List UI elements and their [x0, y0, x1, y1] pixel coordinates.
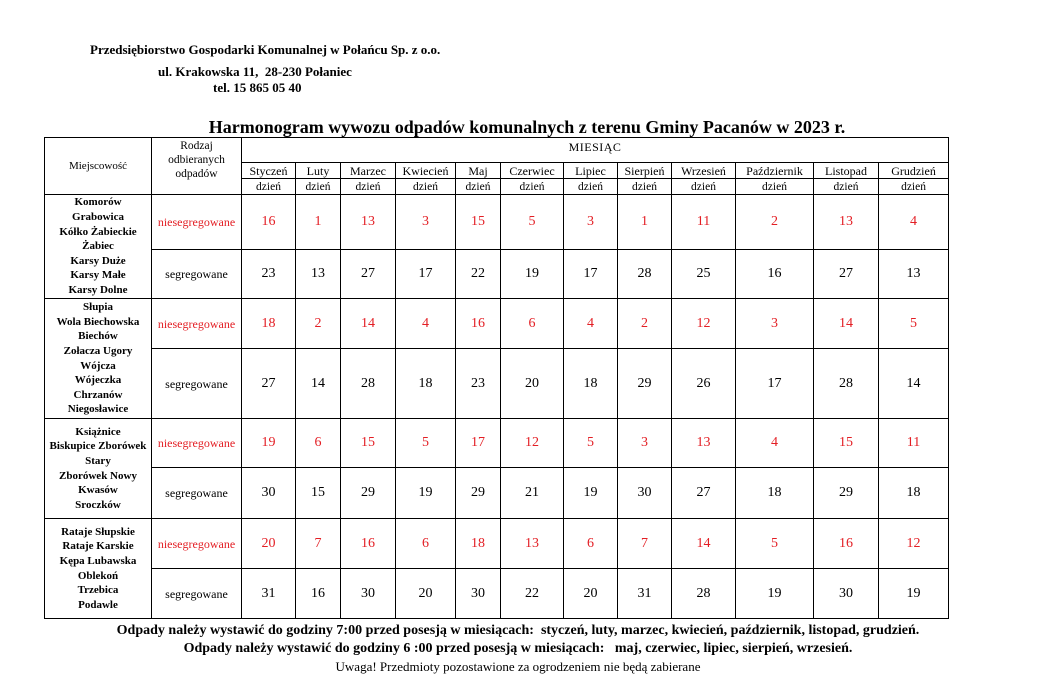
collection-day: 29	[814, 468, 879, 519]
month-header: Styczeń	[242, 163, 296, 179]
collection-day: 28	[341, 349, 396, 419]
collection-day: 2	[736, 195, 814, 250]
place-name: Komorów	[74, 196, 122, 209]
waste-type-header-label: Rodzaj odbieranych odpadów	[168, 140, 225, 180]
collection-day: 18	[879, 468, 949, 519]
collection-day: 6	[564, 519, 618, 569]
collection-day: 31	[618, 569, 672, 619]
collection-day: 16	[242, 195, 296, 250]
collection-day: 20	[501, 349, 564, 419]
footer-note: Uwaga! Przedmioty pozostawione za ogrodzeniem nie będą zabierane	[335, 659, 701, 674]
collection-day: 19	[736, 569, 814, 619]
collection-day: 3	[736, 299, 814, 349]
company-phone: tel. 15 865 05 40	[213, 80, 302, 95]
collection-day: 29	[618, 349, 672, 419]
collection-day: 5	[501, 195, 564, 250]
waste-type-cell: niesegregowane	[152, 519, 242, 569]
day-column-label: dzień	[296, 179, 341, 195]
collection-day: 21	[501, 468, 564, 519]
collection-day: 14	[879, 349, 949, 419]
collection-day: 3	[564, 195, 618, 250]
schedule-row	[45, 468, 949, 519]
collection-day: 12	[501, 419, 564, 468]
waste-type-cell: segregowane	[152, 569, 242, 619]
collection-day: 18	[456, 519, 501, 569]
collection-day: 6	[296, 419, 341, 468]
place-name: Karsy Małe	[70, 269, 126, 282]
collection-day: 28	[814, 349, 879, 419]
collection-day: 6	[396, 519, 456, 569]
places-cell	[45, 299, 152, 419]
collection-day: 11	[879, 419, 949, 468]
schedule-row	[45, 569, 949, 619]
waste-type-cell: niesegregowane	[152, 195, 242, 250]
collection-day: 15	[296, 468, 341, 519]
schedule-row	[45, 349, 949, 419]
table-body	[45, 195, 949, 619]
collection-day: 30	[341, 569, 396, 619]
place-name: Stary	[85, 454, 111, 467]
collection-day: 18	[564, 349, 618, 419]
day-column-label: dzień	[564, 179, 618, 195]
day-column-label: dzień	[672, 179, 736, 195]
collection-day: 20	[242, 519, 296, 569]
collection-day: 30	[814, 569, 879, 619]
day-column-label: dzień	[456, 179, 501, 195]
place-name: Oblekoń	[77, 569, 119, 582]
place-name: Książnice	[75, 425, 121, 438]
waste-type-cell: niesegregowane	[152, 419, 242, 468]
table-header	[45, 138, 949, 195]
collection-day: 2	[618, 299, 672, 349]
collection-day: 20	[396, 569, 456, 619]
collection-day: 7	[618, 519, 672, 569]
place-name: Niegosławice	[67, 403, 129, 416]
collection-day: 3	[396, 195, 456, 250]
waste-type-cell: segregowane	[152, 468, 242, 519]
place-name: Chrzanów	[73, 388, 123, 401]
collection-day: 13	[814, 195, 879, 250]
collection-day: 5	[396, 419, 456, 468]
collection-day: 29	[341, 468, 396, 519]
collection-day: 14	[672, 519, 736, 569]
day-column-label: dzień	[618, 179, 672, 195]
schedule-row	[45, 299, 949, 349]
place-name: Biskupice Zborówek	[49, 440, 147, 453]
collection-day: 2	[296, 299, 341, 349]
collection-day: 16	[296, 569, 341, 619]
collection-day: 19	[501, 250, 564, 299]
collection-day: 16	[736, 250, 814, 299]
collection-day: 7	[296, 519, 341, 569]
collection-day: 14	[296, 349, 341, 419]
collection-day: 22	[456, 250, 501, 299]
month-header: Listopad	[814, 163, 879, 179]
collection-day: 13	[501, 519, 564, 569]
day-column-label: dzień	[501, 179, 564, 195]
place-name: Sroczków	[75, 498, 121, 511]
collection-day: 18	[736, 468, 814, 519]
footer-time-6: Odpady należy wystawić do godziny 6 :00 przed posesją w miesiącach: maj, czerwiec, lipiec, sierpień, wrzesień.	[183, 641, 853, 656]
collection-day: 14	[814, 299, 879, 349]
collection-day: 5	[736, 519, 814, 569]
month-header: Sierpień	[618, 163, 672, 179]
footer-time-7: Odpady należy wystawić do godziny 7:00 przed posesją w miesiącach: styczeń, luty, marzec, kwiecień, październik, listopad, grudzień.	[116, 623, 920, 638]
place-name: Podawle	[78, 598, 118, 611]
places-cell	[45, 195, 152, 299]
company-address: ul. Krakowska 11, 28-230 Połaniec	[158, 64, 352, 79]
collection-day: 19	[242, 419, 296, 468]
collection-day: 30	[242, 468, 296, 519]
collection-day: 13	[296, 250, 341, 299]
collection-day: 23	[242, 250, 296, 299]
collection-day: 23	[456, 349, 501, 419]
month-header: Czerwiec	[501, 163, 564, 179]
place-name: Trzebica	[77, 584, 119, 597]
day-column-label: dzień	[736, 179, 814, 195]
collection-day: 11	[672, 195, 736, 250]
month-header: Wrzesień	[672, 163, 736, 179]
place-name: Kółko Żabieckie	[59, 225, 137, 238]
place-name: Wola Biechowska	[56, 315, 140, 328]
collection-day: 28	[618, 250, 672, 299]
collection-day: 4	[736, 419, 814, 468]
month-header: Lipiec	[564, 163, 618, 179]
collection-day: 28	[672, 569, 736, 619]
place-name: Słupia	[83, 301, 113, 314]
collection-day: 4	[564, 299, 618, 349]
schedule-row	[45, 519, 949, 569]
collection-day: 5	[879, 299, 949, 349]
place-name: Biechów	[78, 330, 118, 343]
schedule-row	[45, 195, 949, 250]
collection-day: 25	[672, 250, 736, 299]
day-column-label: dzień	[242, 179, 296, 195]
collection-day: 18	[396, 349, 456, 419]
place-name: Kępa Lubawska	[59, 554, 137, 567]
waste-type-cell: niesegregowane	[152, 299, 242, 349]
collection-day: 27	[341, 250, 396, 299]
place-column-header: Miejscowość	[45, 138, 152, 195]
month-header: Grudzień	[879, 163, 949, 179]
collection-day: 13	[341, 195, 396, 250]
collection-day: 19	[879, 569, 949, 619]
collection-day: 17	[456, 419, 501, 468]
collection-day: 27	[242, 349, 296, 419]
collection-day: 19	[564, 468, 618, 519]
collection-day: 27	[672, 468, 736, 519]
collection-schedule-table	[44, 137, 949, 619]
place-name: Kwasów	[78, 484, 118, 497]
collection-day: 18	[242, 299, 296, 349]
collection-day: 19	[396, 468, 456, 519]
month-header: Maj	[456, 163, 501, 179]
collection-day: 31	[242, 569, 296, 619]
collection-day: 17	[564, 250, 618, 299]
month-header: Marzec	[341, 163, 396, 179]
collection-day: 22	[501, 569, 564, 619]
collection-day: 27	[814, 250, 879, 299]
collection-day: 20	[564, 569, 618, 619]
waste-type-cell: segregowane	[152, 349, 242, 419]
month-group-header: MIESIĄC	[242, 138, 949, 163]
places-cell	[45, 419, 152, 519]
collection-day: 30	[456, 569, 501, 619]
collection-day: 5	[564, 419, 618, 468]
place-name: Karsy Dolne	[68, 283, 128, 296]
month-header: Luty	[296, 163, 341, 179]
waste-type-cell: segregowane	[152, 250, 242, 299]
day-column-label: dzień	[814, 179, 879, 195]
place-name: Rataje Słupskie	[61, 525, 135, 538]
collection-day: 4	[396, 299, 456, 349]
schedule-row	[45, 419, 949, 468]
collection-day: 6	[501, 299, 564, 349]
collection-day: 15	[341, 419, 396, 468]
collection-day: 30	[618, 468, 672, 519]
month-header: Kwiecień	[396, 163, 456, 179]
collection-day: 16	[341, 519, 396, 569]
collection-day: 15	[814, 419, 879, 468]
month-header: Październik	[736, 163, 814, 179]
collection-day: 17	[396, 250, 456, 299]
header-row	[45, 138, 949, 163]
schedule-row	[45, 250, 949, 299]
collection-day: 12	[672, 299, 736, 349]
place-name: Wójcza	[80, 359, 116, 372]
place-name: Zołacza Ugory	[63, 344, 133, 357]
collection-day: 13	[879, 250, 949, 299]
collection-day: 26	[672, 349, 736, 419]
collection-day: 15	[456, 195, 501, 250]
places-cell	[45, 519, 152, 619]
place-name: Grabowica	[72, 211, 124, 224]
waste-type-column-header	[152, 138, 242, 195]
collection-day: 29	[456, 468, 501, 519]
collection-day: 13	[672, 419, 736, 468]
place-name: Żabiec	[82, 240, 114, 253]
place-name: Wójeczka	[74, 374, 122, 387]
collection-day: 17	[736, 349, 814, 419]
collection-day: 4	[879, 195, 949, 250]
collection-day: 1	[618, 195, 672, 250]
day-column-label: dzień	[396, 179, 456, 195]
collection-day: 16	[456, 299, 501, 349]
company-name: Przedsiębiorstwo Gospodarki Komunalnej w Połańcu Sp. z o.o.	[90, 42, 441, 57]
place-name: Rataje Karskie	[62, 540, 134, 553]
day-column-label: dzień	[341, 179, 396, 195]
document-title: Harmonogram wywozu odpadów komunalnych z terenu Gminy Pacanów w 2023 r.	[208, 117, 846, 137]
day-column-label: dzień	[879, 179, 949, 195]
collection-day: 3	[618, 419, 672, 468]
collection-day: 14	[341, 299, 396, 349]
place-name: Zborówek Nowy	[59, 469, 137, 482]
collection-day: 16	[814, 519, 879, 569]
place-name: Karsy Duże	[70, 254, 126, 267]
collection-day: 12	[879, 519, 949, 569]
collection-day: 1	[296, 195, 341, 250]
